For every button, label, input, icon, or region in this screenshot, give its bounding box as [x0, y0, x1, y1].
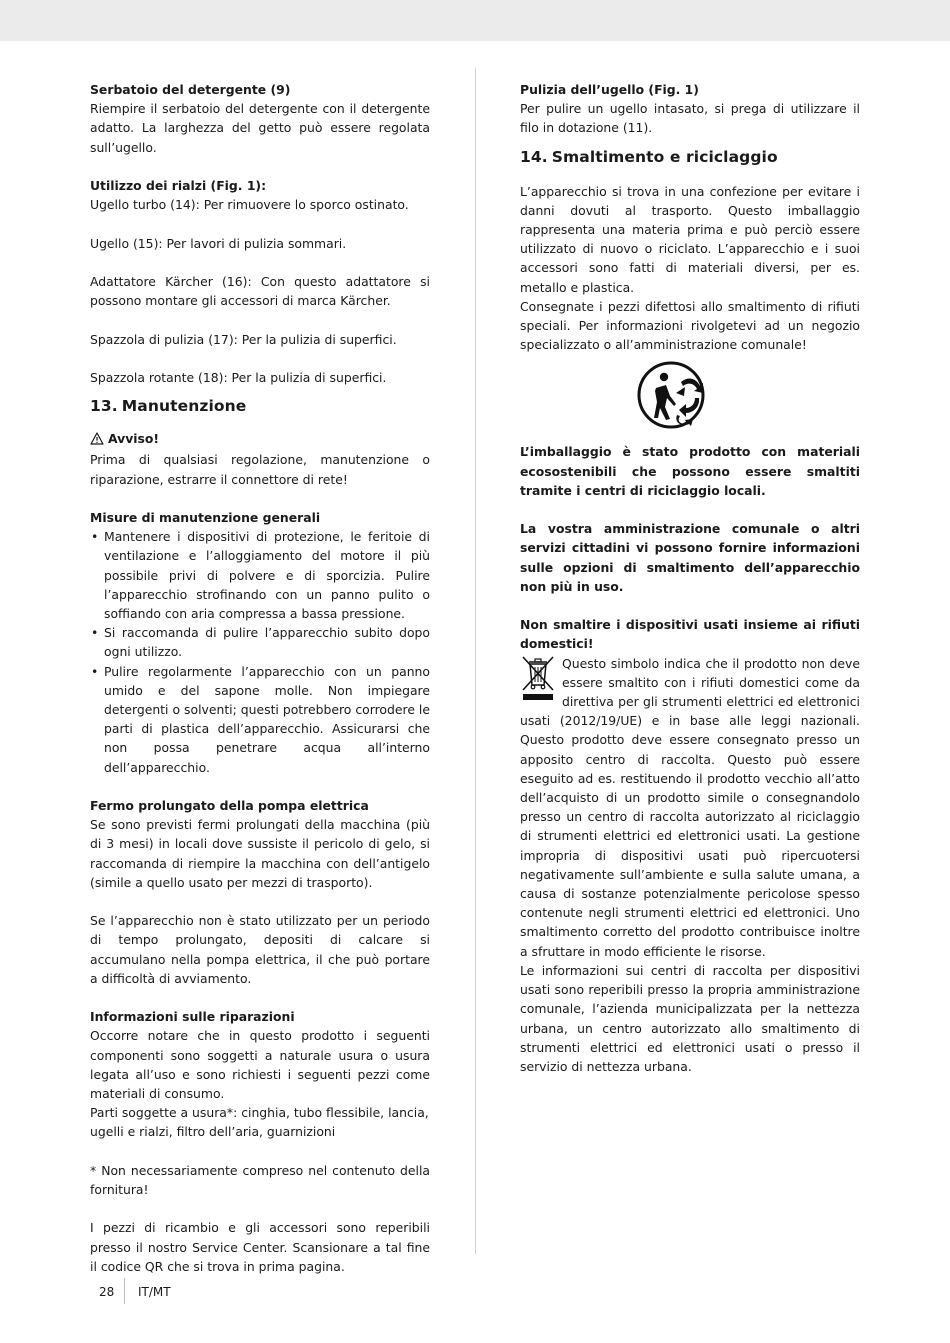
- weee-heading: Non smaltire i dispositivi usati insieme ai rifiuti domestici!: [520, 617, 860, 652]
- recycle-person-icon: [636, 360, 710, 435]
- section-14-heading: [520, 146, 860, 168]
- section-14-number: 14.: [520, 147, 548, 166]
- weee-text: Questo simbolo indica che il prodotto non deve essere smaltito con i rifiuti domestici come da direttiva per gli strumenti elettrici ed elettronici usati (2012/19/UE) e in base alle leggi nazionali. Questo prodotto deve essere consegnato presso un apposito centro di raccolta. Questo può essere eseguito ad es. restituendo il prodotto vecchio all’atto dell’acquisto di un prodotto simile o consegnandolo presso un centro di raccolta autorizzato al riciclaggio di strumenti elettrici ed elettronici usati. La gestione impropria di dispositivi usati può ripercuotersi negativamente sull’ambiente e sulla salute umana, a causa di sostanze potenzialmente pericolose spesso contenute negli strumenti elettrici ed elettronici. Uno smaltimento corretto del prodotto contribuisce inoltre a sfruttare in modo efficiente le risorse.: [520, 655, 860, 959]
- pump-heading: Fermo prolungato della pompa elettrica: [90, 798, 369, 813]
- list-item: • Si raccomanda di pulire l’apparecchio subito dopo ogni utilizzo.: [90, 623, 430, 661]
- detergent-heading: Serbatoio del detergente (9): [90, 82, 291, 97]
- repair-footnote: * Non necessariamente compreso nel contenuto della fornitura!: [90, 1162, 430, 1198]
- section-13-title: Manutenzione: [121, 397, 247, 416]
- packaging-text: L’imballaggio è stato prodotto con materiali ecosostenibili che possono essere smaltiti tramite i centri di riciclaggio locali.: [520, 444, 860, 498]
- repair-heading: Informazioni sulle riparazioni: [90, 1009, 295, 1025]
- right-column: [520, 80, 860, 1076]
- footer-separator: [124, 1278, 125, 1304]
- administration-text: La vostra amministrazione comunale o altri servizi cittadini vi possono fornire informazioni sulle opzioni di smaltimento dell’apparecchio non più in uso.: [520, 521, 860, 594]
- attachment-karcher-adapter: Adattatore Kärcher (16): Con questo adattatore si possono montare gli accessori di marca Kärcher.: [90, 273, 430, 309]
- left-column: [90, 80, 430, 1276]
- repair-text-2: Parti soggette a usura*: cinghia, tubo flessibile, lancia, ugelli e rialzi, filtro dell’aria, guarnizioni: [90, 1105, 429, 1140]
- list-item: • Mantenere i dispositivi di protezione, le feritoie di ventilazione e l’alloggiamento del motore il più possibile privi di polvere e di sporcizia. Pulire l’apparecchio strofinando con un panno pulito o soffiando con aria compressa a bassa pressione.: [90, 527, 430, 623]
- disposal-text-1: L’apparecchio si trova in una confezione per evitare i danni dovuti al trasporto. Questo imballaggio rappresenta una materia prima e può perciò essere utilizzato di nuovo o riciclato. L’apparecchio e i suoi accessori sono fatti di materiali diversi, per es. metallo e plastica.: [520, 183, 860, 295]
- top-bar: [0, 0, 950, 41]
- crossed-out-bin-icon: [520, 656, 558, 702]
- attachments-heading: Utilizzo dei rialzi (Fig. 1):: [90, 178, 267, 193]
- detergent-text: Riempire il serbatoio del detergente con il detergente adatto. La larghezza del getto può essere regolata sull’ugello.: [90, 101, 430, 155]
- attachment-rotating-brush: Spazzola rotante (18): Per la pulizia di superfici.: [90, 369, 387, 385]
- repair-text-3: I pezzi di ricambio e gli accessori sono reperibili presso il nostro Service Center. Scansionare a tal fine il codice QR che si trova in prima pagina.: [90, 1220, 430, 1274]
- list-item: • Pulire regolarmente l’apparecchio con un panno umido e del sapone molle. Non impiegare detergenti o solventi; questi potrebbero corrodere le parti di plastica dell’apparecchio. Assicurarsi che non possa penetrare acqua all’interno dell’apparecchio.: [90, 662, 430, 777]
- disposal-text-2: Consegnate i pezzi difettosi allo smaltimento di rifiuti speciali. Per informazioni rivolgetevi ad un negozio specializzato o all’amministrazione comunale!: [520, 298, 860, 353]
- general-maintenance-heading: Misure di manutenzione generali: [90, 509, 321, 525]
- warning-triangle-icon: [90, 431, 104, 450]
- locale-label: IT/MT: [138, 1285, 171, 1299]
- nozzle-cleaning-text: Per pulire un ugello intasato, si prega di utilizzare il filo in dotazione (11).: [520, 101, 860, 136]
- section-14-title: Smaltimento e riciclaggio: [551, 147, 778, 166]
- collection-text: Le informazioni sui centri di raccolta per dispositivi usati sono reperibili presso la propria amministrazione comunale, l’azienda municipalizzata per la nettezza urbana, un centro autorizzato allo smaltimento di strumenti elettrici ed elettronici usati o presso il servizio di nettezza urbana.: [520, 962, 860, 1074]
- column-divider: [475, 68, 476, 1254]
- attachment-cleaning-brush: Spazzola di pulizia (17): Per la pulizia di superfici.: [90, 331, 397, 347]
- page-number: 28: [99, 1285, 115, 1299]
- pump-text-1: Se sono previsti fermi prolungati della macchina (più di 3 mesi) in locali dove sussiste il pericolo di gelo, si raccomanda di riempire la macchina con dell’antigelo (simile a quello usato per mezzi di trasporto).: [90, 817, 430, 890]
- warning-title: Avviso!: [108, 431, 160, 447]
- attachment-turbo-nozzle: Ugello turbo (14): Per rimuovere lo sporco ostinato.: [90, 197, 409, 213]
- packaging-notice: [520, 442, 860, 596]
- section-13-heading: [90, 395, 430, 417]
- nozzle-cleaning-heading: Pulizia dell’ugello (Fig. 1): [520, 82, 699, 97]
- attachment-nozzle: Ugello (15): Per lavori di pulizia sommari.: [90, 235, 347, 251]
- section-13-number: 13.: [90, 397, 118, 416]
- warning-heading: [90, 429, 430, 450]
- general-maintenance-list: [90, 527, 430, 777]
- repair-text-1: Occorre notare che in questo prodotto i seguenti componenti sono soggetti a naturale usura o usura legata all’uso e sono richiesti i seguenti pezzi come materiali di consumo.: [90, 1028, 430, 1102]
- pump-text-2: Se l’apparecchio non è stato utilizzato per un periodo di tempo prolungato, depositi di calcare si accumulano nella pompa elettrica, il che può portare a difficoltà di avviamento.: [90, 913, 430, 986]
- warning-text: Prima di qualsiasi regolazione, manutenzione o riparazione, estrarre il connettore di rete!: [90, 452, 430, 487]
- recycle-symbol: [520, 360, 860, 432]
